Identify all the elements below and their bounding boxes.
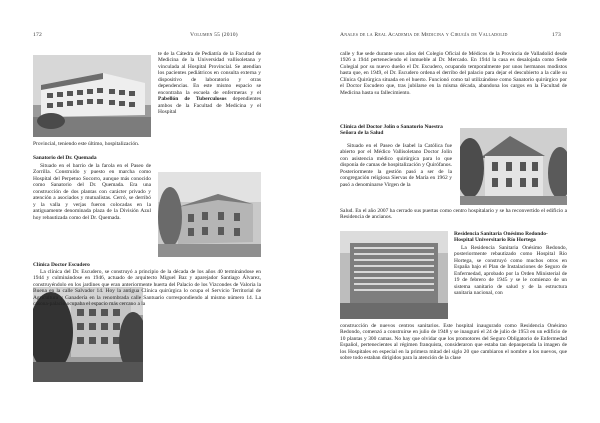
s2-heading: Clínica Doctor Escudero: [33, 262, 90, 268]
s4-text: La Residencia Sanitaria Onésimo Redondo, posteriormente rebautizado como Hospital Río Hortega, se construyó como muchos otros en España bajo el Plan de Instalaciones de Seguro de Enfermedad, aprobado por la Orden Ministerial de 19 de febrero de 1945 y se le comienzo de un sistema sanitario de salud y de la estructura sanitaria nacional, con: [454, 245, 567, 297]
right-running-head: Anales de la Real Academia de Medicina y Cirugía de Valladolid: [340, 32, 508, 38]
photo-hospital-rio-hortega: [340, 231, 448, 319]
right-top-text: calle y fue sede durante unos años del Colegio Oficial de Médicos de la Provincia de Valladolid desde 1926 a 1944 perteneciendo el inmueble al Dr. Mercado. En 1944 la casa es desalojada como Sede Colegial por su nuevo dueño el Dr. Escudero, ocupando temporalmente por unos hermanos modistos hasta que, en 1949, el Dr. Escudero ordena el derribo del palacio para dejar el descubierto a la calle su Clínica Quirúrgica situada en el huerto. Funcionó como tal utilizándose como Sanatorio quirúrgico por el Doctor Escudero que, tras jubilarse en la misma década, abandona los cargos en la Facultad de Medicina hasta su fallecimiento.: [340, 51, 567, 96]
photo-hospital-provincial: [33, 55, 151, 137]
s4-wide: construcción de nuevos centros sanitarios. Este hospital inaugurado como Residencia Onésimo Redondo, comenzó a construirse en julio de 1948 y se inauguró el 24 de julio de 1953 en un edificio de 10 plantas y 300 camas. No hay que olvidar que los promotores del Seguro Obligatorio de Enfermedad Español, pertenecientes al régimen franquista, consideraron que estaba tan depauperada la imagen de los Hospitales en especial en la primera mitad del siglo 20 que cambiaron el nombre a los nuevos, que sobre todo estaban dirigidos para la atención de la clase: [340, 323, 567, 362]
left-col-a: te de la Cátedra de Pediatría de la Facultad de Medicina de la Universidad vallisoletana y vinculada al Hospital Provincial. Se atendían los pacientes pediátricos en consulta externa y dispositivo de laboratorio y otras dependencias. En este mismo espacio se encontraba la escuela de enfermeras y el Pabellón de Tuberculosos dependientes ambos de la Facultad de Medicina y el Hospital: [158, 51, 261, 116]
s3-text: Situado en el Paseo de Isabel la Católica fue abierto por el Médico Vallisoletano Doctor Jolín con asistencia médico quirúrgica para lo que disponía de camas de hospitalización y Quirófanos. Posteriormente la gestión pasó a ser de la congregación religiosa Siervas de María en 1962 y pasó a denominarse Virgen de la: [340, 143, 452, 188]
s3-heading: Clínica del Doctor Jolín o Sanatorio Nuestra Señora de la Salud: [340, 124, 443, 137]
s4-heading: Residencia Sanitaria Onésimo Redondo-Hospital Universitario Río Hortega: [454, 231, 548, 244]
photo-clinica-jolin: [460, 128, 567, 205]
left-wide-line: Provincial, teniendo este último, hospitalización.: [33, 141, 140, 147]
s1-text: Situado en el barrio de la farola en el Paseo de Zorrilla. Construido y puesto en marcha como Hospital del Perpetuo Socorro, aunque más conocido como Sanatorio del Dr. Quemada. Era una construcción de dos plantas con carácter privado y atención a asociados y mutualistas. Cerró, se derribó y la valla y verjas fueron colocadas en la antiguamente denominada plaza de la División Azul hoy rebautizada como del Dr. Quemada.: [33, 163, 151, 221]
s1-heading: Sanatorio del Dr. Quemada: [33, 155, 97, 161]
photo-sanatorio-quemada: [158, 172, 261, 257]
left-running-head: Volumen 55 (2010): [190, 32, 238, 38]
left-page-number: 172: [33, 32, 42, 38]
s2-text: La clínica del Dr. Escudero, se construyó a principio de la década de los años 40 terminándose en 1944 y culminándose en 1946, actuado de arquitecto Miguel Baz y aparejador Santiago Álvarez, construyéndolo en los jardines que eran anteriormente huerta del Palacio de los Vizcondes de Valoria la Buena en la calle Salvador 14. Hoy la antigua Clínica quirúrgica lo ocupa el Servicio Territorial de Agricultura y Ganadería en la renombrada calle Santuario correspondiendo al mismo número 14. La casona-palacio ocupaba el espacio más cercano a la: [33, 269, 261, 308]
right-page-number: 173: [552, 32, 561, 38]
s3-wide: Salud. En el año 2007 ha cerrado sus puertas como centro hospitalario y se ha reconvertido el edificio a Residencia de ancianos.: [340, 208, 567, 221]
tuberculosos-bold: Pabellón de Tuberculosos: [158, 96, 227, 103]
